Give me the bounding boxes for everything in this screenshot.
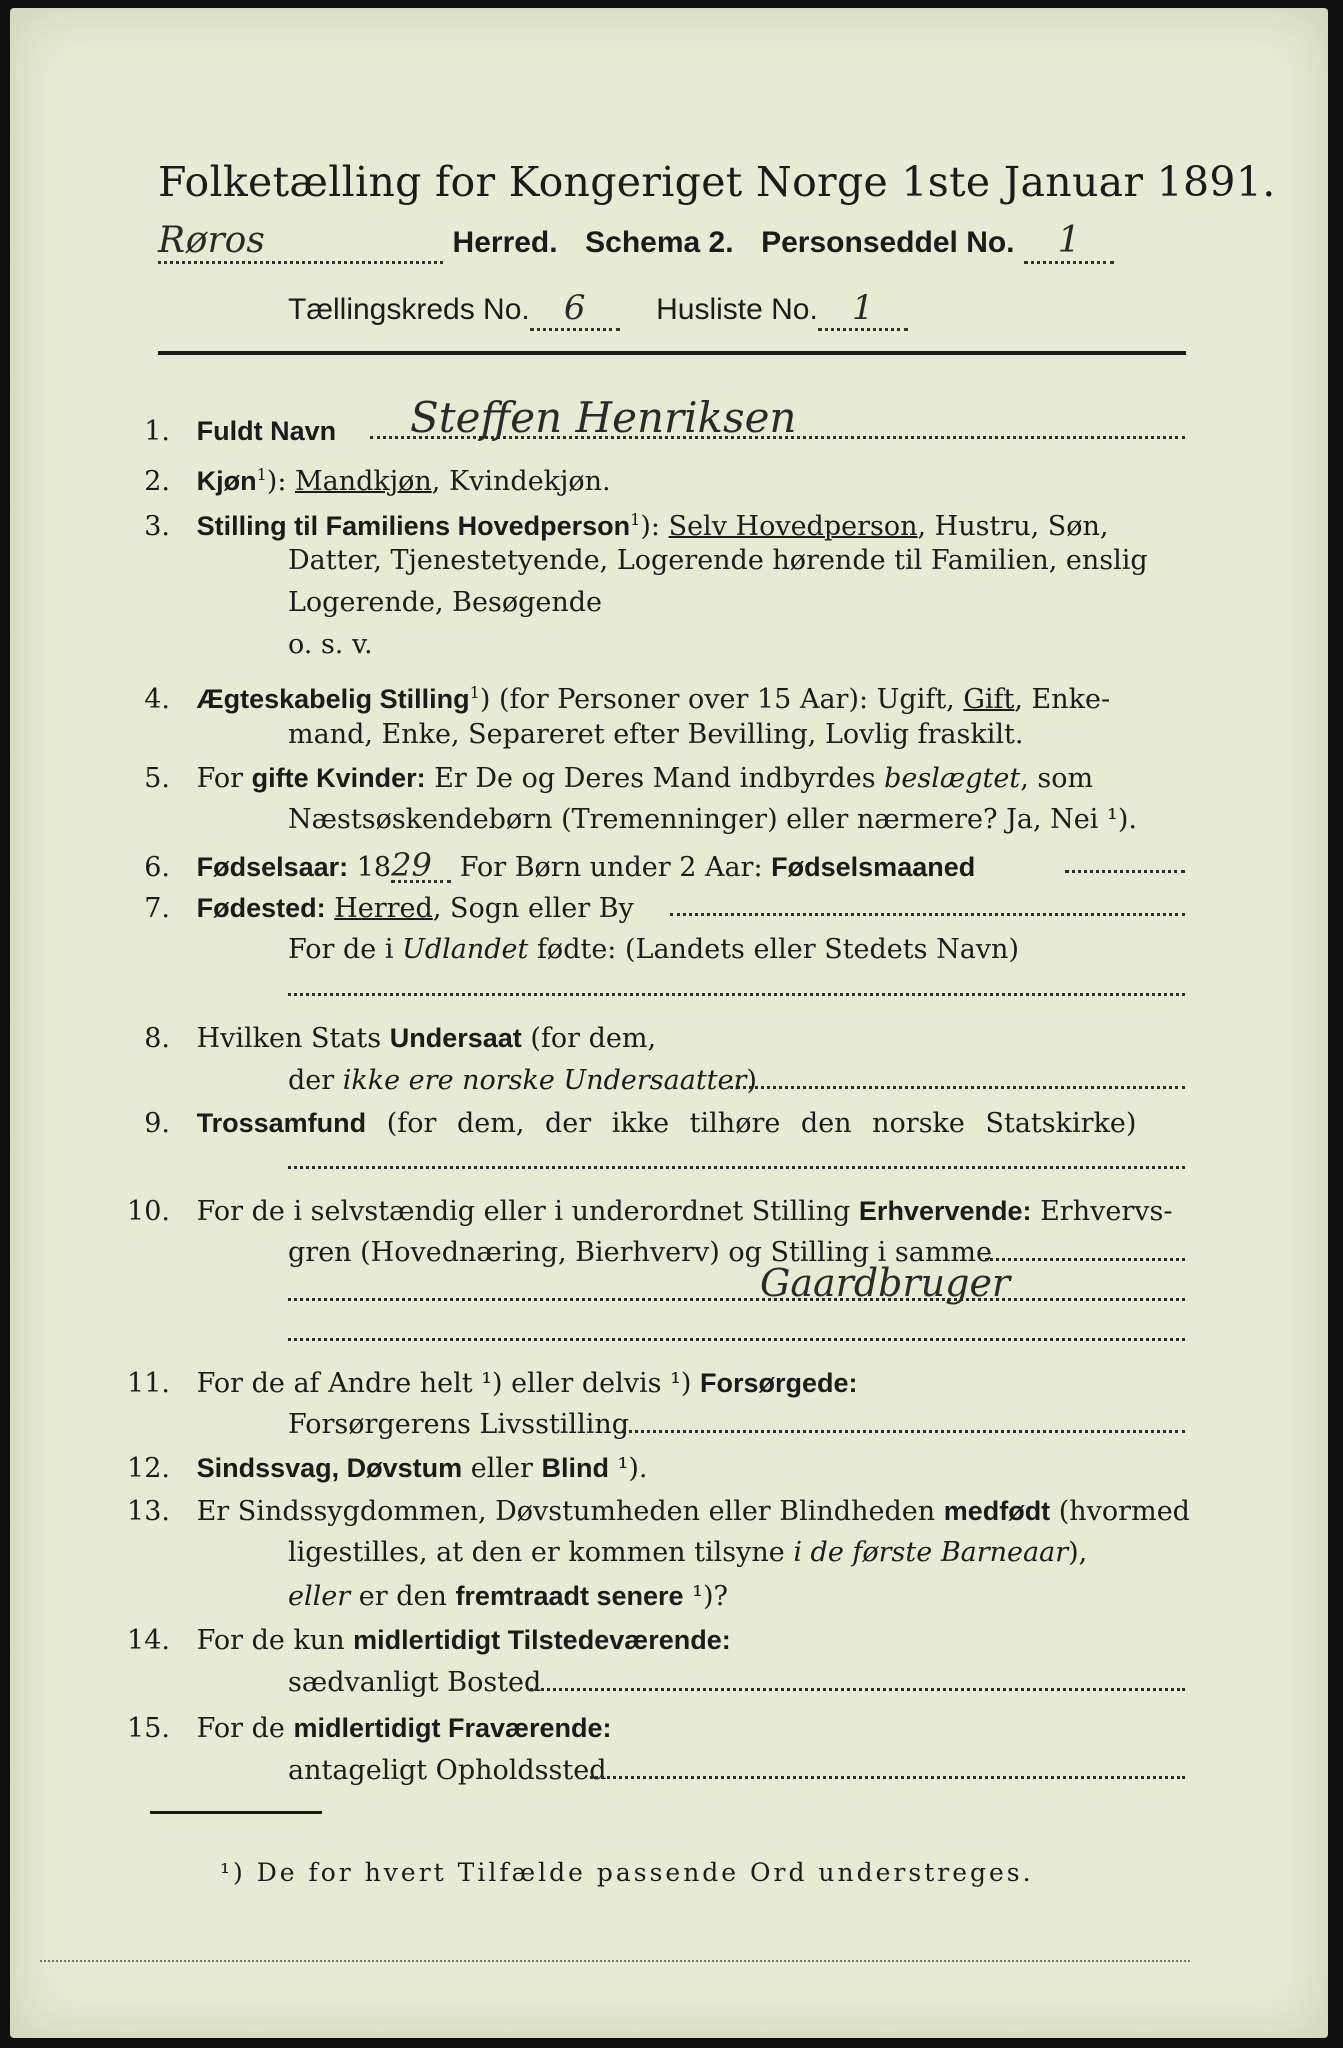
q10-row xyxy=(120,1196,1172,1227)
q3-option-selected: Selv Hovedperson xyxy=(668,511,918,542)
q5-label: gifte Kvinder: xyxy=(251,763,426,793)
q11-number: 11. xyxy=(127,1368,170,1399)
q11-label: Forsørgede: xyxy=(700,1368,858,1398)
q3-line4: o. s. v. xyxy=(288,629,373,660)
q5-text-italic: beslægtet xyxy=(884,763,1021,794)
kreds-label: Tællingskreds No. xyxy=(288,293,530,326)
q7-line2-b: fødte: (Landets eller Stedets Navn) xyxy=(528,934,1019,965)
q4-text-b: , Enke- xyxy=(1014,684,1111,715)
q13-line3-b: ¹)? xyxy=(683,1581,728,1612)
q5-text: Er De og Deres Mand indbyrdes xyxy=(425,763,885,794)
q6-text: For Børn under 2 Aar: xyxy=(451,852,772,883)
q8-dotline xyxy=(730,1086,1185,1089)
herred-value: Røros xyxy=(158,220,443,264)
q2-text: ): xyxy=(266,466,295,497)
q7-text: , Sogn eller By xyxy=(432,893,634,924)
q2-option-mandkjon-selected: Mandkjøn xyxy=(295,466,432,497)
q6-label: Fødselsaar: xyxy=(196,852,349,882)
q15-line2: antageligt Opholdssted xyxy=(288,1755,607,1786)
q14-line2: sædvanligt Bosted xyxy=(288,1667,542,1698)
q8-line2-italic: ikke ere norske Undersaatter xyxy=(342,1065,747,1096)
q4-row xyxy=(120,678,1110,715)
q1-row xyxy=(120,416,336,447)
q10-text-a: For de i selvstændig eller i underordnet Stilling xyxy=(196,1196,859,1227)
q15-row xyxy=(120,1713,612,1744)
q6-row xyxy=(120,846,976,884)
herred-label: Herred. xyxy=(452,226,558,259)
q13-line3-italic: eller xyxy=(288,1581,351,1612)
q13-line2-a: ligestilles, at den er kommen tilsyne xyxy=(288,1537,794,1568)
q3-rest: , Hustru, Søn, xyxy=(917,511,1109,542)
q13-line3-bold: fremtraadt senere xyxy=(455,1581,684,1611)
q15-number: 15. xyxy=(127,1713,170,1744)
q3-mid: ): xyxy=(640,511,669,542)
herred-line xyxy=(158,220,1188,264)
q10-text-b: Erhvervs- xyxy=(1031,1196,1173,1227)
q2-number: 2. xyxy=(144,466,170,497)
q4-sup: 1 xyxy=(469,683,480,702)
q13-label: medfødt xyxy=(943,1496,1051,1526)
q1-label: Fuldt Navn xyxy=(196,416,337,446)
q14-number: 14. xyxy=(127,1625,170,1656)
q8-line2-b: ) xyxy=(746,1065,757,1096)
q15-text-a: For de xyxy=(196,1713,294,1744)
q2-row xyxy=(120,460,611,497)
q7-dotline2 xyxy=(288,993,1185,996)
q4-text: ) (for Personer over 15 Aar): Ugift, xyxy=(479,684,964,715)
q14-text-a: For de kun xyxy=(196,1625,354,1656)
q13-line3-a: er den xyxy=(350,1581,456,1612)
q10-dotline2 xyxy=(288,1298,1185,1301)
q5-number: 5. xyxy=(144,763,170,794)
q9-text: (for dem, der ikke tilhøre den norske Statskirke) xyxy=(366,1108,1137,1139)
q8-row xyxy=(120,1023,656,1054)
q5-text-b: , som xyxy=(1020,763,1094,794)
q7-label: Fødested: xyxy=(196,893,326,923)
q11-row xyxy=(120,1368,858,1399)
q6-dotline xyxy=(1065,870,1185,873)
q13-line2-b: ), xyxy=(1068,1537,1088,1568)
q11-text-a: For de af Andre helt ¹) eller delvis ¹) xyxy=(196,1368,701,1399)
form-title: Folketælling for Kongeriget Norge 1ste Januar 1891. xyxy=(158,158,1276,206)
q6-number: 6. xyxy=(144,852,170,883)
q7-line2-italic: Udlandet xyxy=(402,934,529,965)
q4-label: Ægteskabelig Stilling xyxy=(196,684,470,714)
q3-label: Stilling til Familiens Hovedperson xyxy=(196,511,631,541)
q13-number: 13. xyxy=(127,1496,170,1527)
q12-number: 12. xyxy=(127,1453,170,1484)
q5-label-a: For xyxy=(196,763,252,794)
q3-row xyxy=(120,505,1109,542)
q6-prefix: 18 xyxy=(348,852,392,883)
q2-sup: 1 xyxy=(256,465,267,484)
q2-label: Kjøn xyxy=(196,466,257,496)
q12-text-a: eller xyxy=(462,1453,542,1484)
q7-row xyxy=(120,893,634,924)
q13-text-a: Er Sindssygdommen, Døvstumheden eller Blindheden xyxy=(196,1496,944,1527)
q10-dotline1 xyxy=(985,1258,1185,1261)
census-form-page xyxy=(10,8,1328,2038)
personseddel-label: Personseddel No. xyxy=(761,226,1015,259)
q10-occupation-value: Gaardbruger xyxy=(760,1261,1011,1305)
q10-number: 10. xyxy=(127,1196,170,1227)
q1-name-value: Steffen Henriksen xyxy=(410,393,797,442)
kreds-line xyxy=(288,288,908,331)
footnote-rule xyxy=(150,1811,322,1814)
q9-row xyxy=(120,1108,1136,1139)
q12-label2: Blind xyxy=(541,1453,609,1483)
q8-text-a: Hvilken Stats xyxy=(196,1023,390,1054)
q12-label: Sindssvag, Døvstum xyxy=(196,1453,463,1483)
q13-line3 xyxy=(288,1581,728,1612)
header-rule xyxy=(158,351,1186,355)
husliste-number: 1 xyxy=(818,288,908,331)
q1-number: 1. xyxy=(144,416,170,447)
q5-line2: Næstsøskendebørn (Tremenninger) eller nærmere? Ja, Nei ¹). xyxy=(288,804,1137,835)
q11-dotline xyxy=(622,1430,1185,1433)
q8-text-b: (for dem, xyxy=(521,1023,657,1054)
q3-line2: Datter, Tjenestetyende, Logerende hørende til Familien, enslig xyxy=(288,545,1148,576)
q7-line2 xyxy=(288,935,1019,965)
q15-dotline xyxy=(590,1776,1185,1779)
q8-number: 8. xyxy=(144,1023,170,1054)
q10-label: Erhvervende: xyxy=(858,1196,1032,1226)
q2-option-kvindekjon: , Kvindekjøn. xyxy=(431,466,611,497)
q10-dotline3 xyxy=(288,1338,1185,1341)
q14-label: midlertidigt Tilstedeværende: xyxy=(353,1625,731,1655)
q5-row xyxy=(120,763,1093,794)
q11-line2: Forsørgerens Livsstilling xyxy=(288,1409,630,1440)
q8-label: Undersaat xyxy=(389,1023,522,1053)
q3-line3: Logerende, Besøgende xyxy=(288,587,602,618)
q14-row xyxy=(120,1625,731,1656)
q9-number: 9. xyxy=(144,1108,170,1139)
schema-label: Schema 2. xyxy=(585,226,734,259)
q4-line2: mand, Enke, Separeret efter Bevilling, Lovlig fraskilt. xyxy=(288,719,1024,750)
q12-text-b: ¹). xyxy=(608,1453,648,1484)
q9-label: Trossamfund xyxy=(196,1108,367,1138)
q13-text-b: (hvormed xyxy=(1050,1496,1190,1527)
q13-line2-italic: i de første Barneaar xyxy=(793,1537,1069,1568)
q8-line2-a: der xyxy=(288,1065,343,1096)
q9-dotline xyxy=(288,1166,1185,1169)
husliste-label: Husliste No. xyxy=(656,293,818,326)
q15-label: midlertidigt Fraværende: xyxy=(293,1713,612,1743)
q12-row xyxy=(120,1453,648,1484)
q6-year-value: 29 xyxy=(391,850,451,883)
q10-line2: gren (Hovednæring, Bierhverv) og Stilling i samme xyxy=(288,1237,993,1268)
personseddel-number: 1 xyxy=(1024,220,1114,264)
q7-option-herred-selected: Herred xyxy=(334,893,433,924)
q7-number: 7. xyxy=(144,893,170,924)
q13-line2 xyxy=(288,1538,1087,1568)
q4-option-gift-selected: Gift xyxy=(963,684,1015,715)
q8-line2 xyxy=(288,1066,757,1096)
q13-row xyxy=(120,1496,1190,1527)
footnote: ¹) De for hvert Tilfælde passende Ord understreges. xyxy=(220,1858,1034,1887)
q4-number: 4. xyxy=(144,684,170,715)
bottom-dotline xyxy=(40,1960,1190,1962)
q3-sup: 1 xyxy=(630,510,641,529)
q3-number: 3. xyxy=(144,511,170,542)
q7-dotline xyxy=(670,913,1185,916)
q14-dotline xyxy=(530,1688,1185,1691)
kreds-number: 6 xyxy=(530,288,620,331)
q7-line2-a: For de i xyxy=(288,934,403,965)
q6-label2: Fødselsmaaned xyxy=(771,852,976,882)
